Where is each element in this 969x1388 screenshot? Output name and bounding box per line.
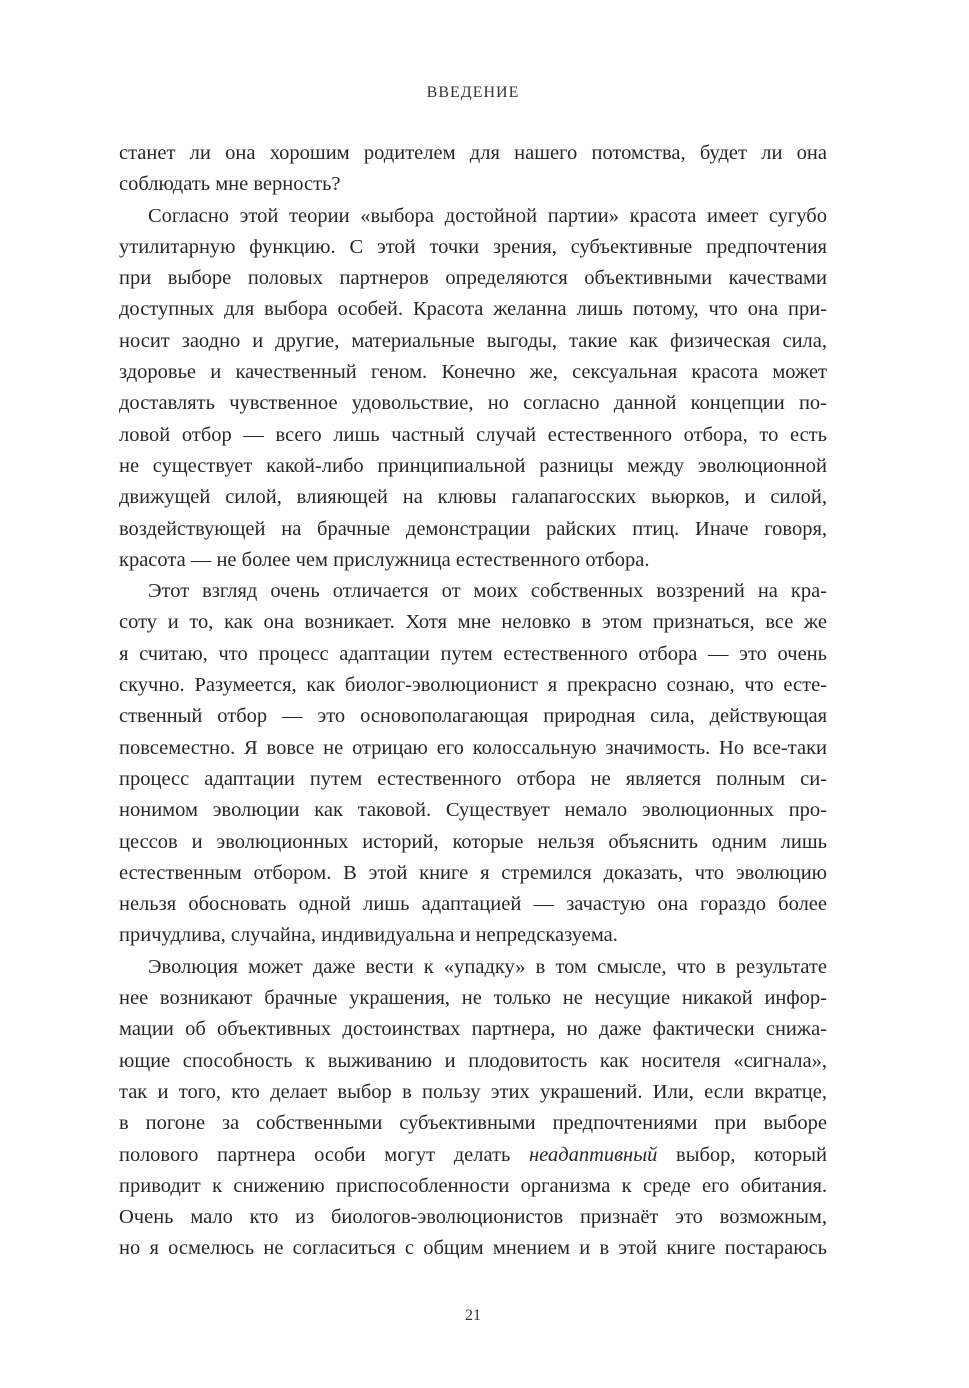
- text-line: [119, 764, 827, 795]
- line-text: выбор, который: [657, 1143, 827, 1166]
- text-line: [119, 232, 827, 263]
- text-line: [119, 1171, 827, 1202]
- text-line: [119, 639, 827, 670]
- text-line: [119, 514, 827, 545]
- line-text: здоровье и качественный геном. Конечно же, сексуальная красота может: [119, 361, 827, 384]
- text-line: [119, 1108, 827, 1139]
- line-text: движущей силой, влияющей на клювы галапагосских вьюрков, и силой,: [119, 486, 827, 509]
- line-text: воздействующей на брачные демонстрации райских птиц. Иначе говоря,: [119, 517, 827, 540]
- text-line: [119, 576, 827, 607]
- text-line: [119, 326, 827, 357]
- line-text: процесс адаптации путем естественного отбора не является полным си-: [119, 767, 827, 790]
- line-text: нельзя обосновать одной лишь адаптацией — зачастую она гораздо более: [119, 893, 827, 916]
- line-text: при выборе половых партнеров определяются объективными качествами: [119, 267, 827, 290]
- text-line: [119, 263, 827, 294]
- text-line: [119, 294, 827, 325]
- text-line: [119, 920, 827, 951]
- line-text: ловой отбор — всего лишь частный случай естественного отбора, то есть: [119, 423, 827, 446]
- line-text: Этот взгляд очень отличается от моих собственных воззрений на кра-: [148, 580, 827, 603]
- paragraph: [119, 952, 827, 1265]
- text-line: [119, 138, 827, 169]
- text-line: [119, 1202, 827, 1233]
- line-text: естественным отбором. В этой книге я стремился доказать, что эволюцию: [119, 861, 827, 884]
- text-line: [119, 388, 827, 419]
- text-line: [119, 983, 827, 1014]
- line-text: повсеместно. Я вовсе не отрицаю его колоссальную значимость. Но все-таки: [119, 736, 827, 759]
- paragraph: [119, 138, 827, 201]
- text-line: [119, 952, 827, 983]
- line-text: ющие способность к выживанию и плодовитость как носителя «сигнала»,: [119, 1049, 827, 1072]
- line-text: соту и то, как она возникает. Хотя мне неловко в этом признаться, все же: [119, 611, 827, 634]
- emphasis-text: неадаптивный: [528, 1143, 658, 1166]
- text-line: [119, 545, 827, 576]
- line-text: Согласно этой теории «выбора достойной партии» красота имеет сугубо: [148, 204, 827, 227]
- text-line: [119, 1014, 827, 1045]
- text-line: [119, 482, 827, 513]
- line-text: Эволюция может даже вести к «упадку» в том смысле, что в результате: [148, 955, 827, 978]
- text-line: [119, 420, 827, 451]
- line-text: Очень мало кто из биологов-эволюционистов признаёт это возможным,: [119, 1206, 827, 1229]
- text-line: [119, 889, 827, 920]
- paragraph: [119, 576, 827, 952]
- line-text: в погоне за собственными субъективными предпочтениями при выборе: [119, 1112, 827, 1135]
- line-text: мации об объективных достоинствах партнера, но даже фактически снижа-: [119, 1018, 827, 1041]
- line-text: не существует какой-либо принципиальной разницы между эволюционной: [119, 454, 827, 477]
- line-text: соблюдать мне верность?: [119, 173, 341, 196]
- line-text: я считаю, что процесс адаптации путем естественного отбора — это очень: [119, 642, 827, 665]
- text-line: [119, 607, 827, 638]
- line-text: скучно. Разумеется, как биолог-эволюционист я прекрасно сознаю, что есте-: [119, 674, 827, 697]
- line-text: приводит к снижению приспособленности организма к среде его обитания.: [119, 1174, 827, 1197]
- text-line: [119, 357, 827, 388]
- text-line: [119, 827, 827, 858]
- text-line: [119, 1233, 827, 1264]
- text-line: [119, 201, 827, 232]
- line-text: цессов и эволюционных историй, которые нельзя объяснить одним лишь: [119, 830, 827, 853]
- text-line: [119, 701, 827, 732]
- line-text: носит заодно и другие, материальные выгоды, такие как физическая сила,: [119, 329, 827, 352]
- line-text: но я осмелюсь не согласиться с общим мнением и в этой книге постараюсь: [119, 1237, 827, 1260]
- text-line: [119, 670, 827, 701]
- paragraph: [119, 201, 827, 577]
- text-line: [119, 1140, 827, 1171]
- line-text: доступных для выбора особей. Красота желанна лишь потому, что она при-: [119, 298, 827, 321]
- line-text: полового партнера особи могут делать: [119, 1143, 529, 1166]
- text-line: [119, 858, 827, 889]
- page-number: 21: [465, 1307, 481, 1324]
- text-line: [119, 451, 827, 482]
- line-text: нонимом эволюции как таковой. Существует немало эволюционных про-: [119, 799, 827, 822]
- line-text: причудлива, случайна, индивидуальна и непредсказуема.: [119, 924, 618, 947]
- line-text: ственный отбор — это основополагающая природная сила, действующая: [119, 705, 827, 728]
- line-text: красота — не более чем прислужница естественного отбора.: [119, 548, 650, 571]
- body-text: [119, 138, 827, 1265]
- text-line: [119, 795, 827, 826]
- line-text: станет ли она хорошим родителем для нашего потомства, будет ли она: [119, 142, 827, 164]
- text-line: [119, 1046, 827, 1077]
- text-line: [119, 733, 827, 764]
- text-line: [119, 1077, 827, 1108]
- text-line: [119, 169, 827, 200]
- running-head: ВВЕДЕНИЕ: [426, 84, 520, 101]
- line-text: нее возникают брачные украшения, не только не несущие никакой инфор-: [119, 987, 827, 1010]
- line-text: утилитарную функцию. С этой точки зрения, субъективные предпочтения: [119, 235, 827, 258]
- line-text: доставлять чувственное удовольствие, но согласно данной концепции по-: [119, 392, 827, 415]
- line-text: так и того, кто делает выбор в пользу этих украшений. Или, если вкратце,: [119, 1080, 827, 1103]
